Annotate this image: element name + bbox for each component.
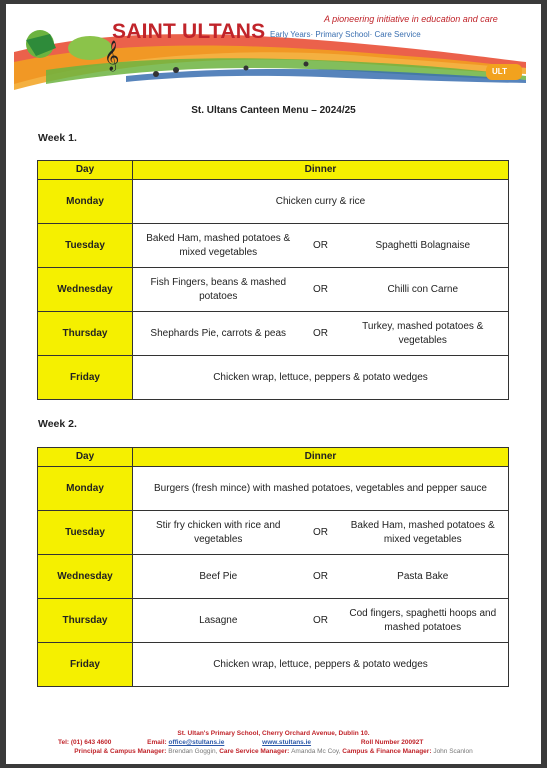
or-label: OR bbox=[304, 224, 338, 268]
finance-manager-name: John Scanlon bbox=[433, 748, 473, 755]
or-label: OR bbox=[304, 268, 338, 312]
footer-email-label: Email: bbox=[147, 739, 167, 746]
day-cell: Wednesday bbox=[38, 268, 133, 312]
footer-address: St. Ultan's Primary School, Cherry Orchard Avenue, Dublin 10. bbox=[177, 730, 370, 737]
meal-option-1: Fish Fingers, beans & mashed potatoes bbox=[133, 268, 304, 312]
svg-text:𝄞: 𝄞 bbox=[104, 41, 120, 71]
table-row bbox=[38, 356, 509, 400]
day-cell: Monday bbox=[38, 180, 133, 224]
meal-option-2: Baked Ham, mashed potatoes & mixed vegetables bbox=[338, 511, 509, 555]
meal-cell: Burgers (fresh mince) with mashed potatoes, vegetables and pepper sauce bbox=[133, 467, 509, 511]
services-line: Early Years· Primary School· Care Service bbox=[270, 30, 421, 39]
logo-wordmark: SAINT ULTANS bbox=[112, 20, 266, 43]
dinner-column-header: Dinner bbox=[133, 161, 509, 180]
meal-option-1: Lasagne bbox=[133, 599, 304, 643]
care-manager-label: Care Service Manager: bbox=[219, 748, 290, 755]
footer-web-link[interactable]: www.stultans.ie bbox=[262, 739, 312, 746]
table-row bbox=[38, 555, 509, 599]
meal-option-1: Shephards Pie, carrots & peas bbox=[133, 312, 304, 356]
week-2-menu-table bbox=[37, 447, 509, 687]
meal-option-2: Turkey, mashed potatoes & vegetables bbox=[338, 312, 509, 356]
footer-roll-number: Roll Number 20092T bbox=[360, 739, 424, 746]
tagline: A pioneering initiative in education and care bbox=[324, 14, 498, 24]
table-row bbox=[38, 599, 509, 643]
day-cell: Thursday bbox=[38, 312, 133, 356]
meal-option-2: Spaghetti Bolagnaise bbox=[338, 224, 509, 268]
table-row bbox=[38, 467, 509, 511]
day-cell: Tuesday bbox=[38, 224, 133, 268]
or-label: OR bbox=[304, 312, 338, 356]
table-row bbox=[38, 224, 509, 268]
day-column-header: Day bbox=[38, 161, 133, 180]
document-page bbox=[6, 4, 541, 764]
week-2-heading: Week 2. bbox=[38, 418, 77, 430]
or-label: OR bbox=[304, 511, 338, 555]
meal-cell: Chicken wrap, lettuce, peppers & potato wedges bbox=[133, 356, 509, 400]
table-header-row bbox=[38, 448, 509, 467]
week-1-heading: Week 1. bbox=[38, 132, 77, 144]
footer-email-link[interactable]: office@stultans.ie bbox=[168, 739, 225, 746]
table-row bbox=[38, 268, 509, 312]
day-cell: Wednesday bbox=[38, 555, 133, 599]
footer-contact-line bbox=[58, 739, 498, 746]
meal-option-2: Chilli con Carne bbox=[338, 268, 509, 312]
footer-staff-line bbox=[6, 748, 541, 755]
table-row bbox=[38, 180, 509, 224]
meal-option-2: Cod fingers, spaghetti hoops and mashed potatoes bbox=[338, 599, 509, 643]
meal-option-1: Stir fry chicken with rice and vegetables bbox=[133, 511, 304, 555]
table-header-row bbox=[38, 161, 509, 180]
letterhead bbox=[6, 4, 541, 92]
finance-manager-label: Campus & Finance Manager: bbox=[342, 748, 432, 755]
day-cell: Friday bbox=[38, 356, 133, 400]
meal-option-2: Pasta Bake bbox=[338, 555, 509, 599]
table-row bbox=[38, 312, 509, 356]
table-row bbox=[38, 643, 509, 687]
day-cell: Thursday bbox=[38, 599, 133, 643]
day-cell: Monday bbox=[38, 467, 133, 511]
principal-name: Brendan Goggin, bbox=[168, 748, 218, 755]
meal-option-1: Beef Pie bbox=[133, 555, 304, 599]
table-row bbox=[38, 511, 509, 555]
meal-cell: Chicken wrap, lettuce, peppers & potato wedges bbox=[133, 643, 509, 687]
week-1-menu-table bbox=[37, 160, 509, 400]
meal-option-1: Baked Ham, mashed potatoes & mixed vegetables bbox=[133, 224, 304, 268]
footer-tel: Tel: (01) 643 4600 bbox=[58, 739, 112, 746]
day-column-header: Day bbox=[38, 448, 133, 467]
or-label: OR bbox=[304, 555, 338, 599]
day-cell: Tuesday bbox=[38, 511, 133, 555]
meal-cell: Chicken curry & rice bbox=[133, 180, 509, 224]
emblem-text: ULT bbox=[492, 67, 507, 76]
dinner-column-header: Dinner bbox=[133, 448, 509, 467]
or-label: OR bbox=[304, 599, 338, 643]
day-cell: Friday bbox=[38, 643, 133, 687]
page-title: St. Ultans Canteen Menu – 2024/25 bbox=[191, 105, 356, 116]
care-manager-name: Amanda Mc Coy, bbox=[291, 748, 341, 755]
principal-label: Principal & Campus Manager: bbox=[74, 748, 167, 755]
